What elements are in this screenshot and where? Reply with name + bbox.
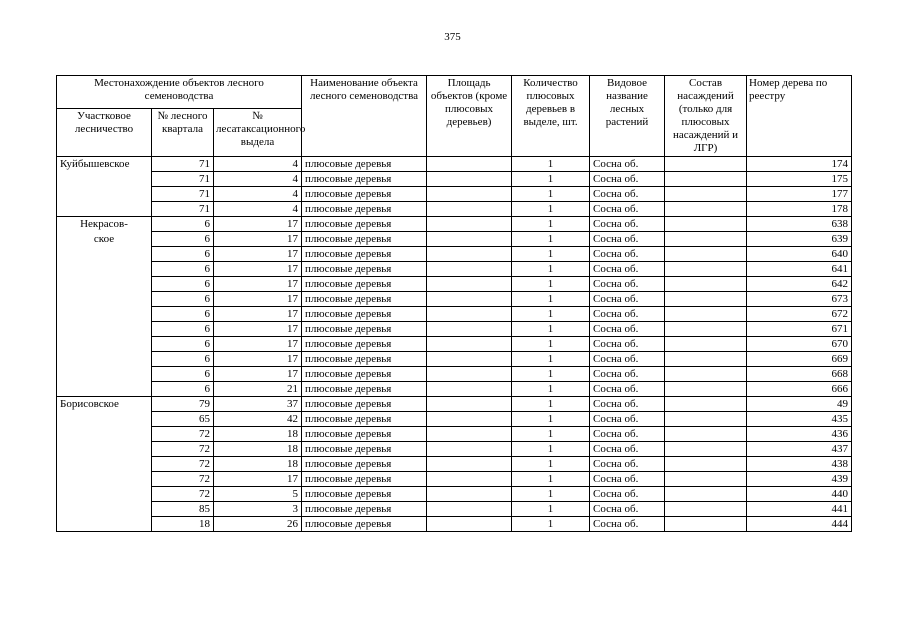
table-row bbox=[57, 262, 852, 277]
species-cell: Сосна об. bbox=[590, 397, 665, 412]
composition-cell bbox=[665, 367, 747, 382]
registry-number-cell: 436 bbox=[747, 427, 852, 442]
area-cell bbox=[427, 412, 512, 427]
registry-number-cell: 672 bbox=[747, 307, 852, 322]
species-cell: Сосна об. bbox=[590, 202, 665, 217]
table-body bbox=[57, 157, 852, 532]
table-row bbox=[57, 187, 852, 202]
area-cell bbox=[427, 187, 512, 202]
species-cell: Сосна об. bbox=[590, 472, 665, 487]
species-cell: Сосна об. bbox=[590, 502, 665, 517]
allotment-number-cell: 37 bbox=[214, 397, 302, 412]
object-name-cell: плюсовые деревья bbox=[302, 472, 427, 487]
composition-cell bbox=[665, 472, 747, 487]
area-cell bbox=[427, 472, 512, 487]
object-name-cell: плюсовые деревья bbox=[302, 427, 427, 442]
registry-number-cell: 642 bbox=[747, 277, 852, 292]
composition-cell bbox=[665, 232, 747, 247]
table-row bbox=[57, 412, 852, 427]
tree-count-cell: 1 bbox=[512, 442, 590, 457]
species-cell: Сосна об. bbox=[590, 172, 665, 187]
area-cell bbox=[427, 382, 512, 397]
composition-cell bbox=[665, 502, 747, 517]
object-name-cell: плюсовые деревья bbox=[302, 262, 427, 277]
registry-number-cell: 638 bbox=[747, 217, 852, 232]
quarter-number-cell: 72 bbox=[152, 442, 214, 457]
composition-cell bbox=[665, 397, 747, 412]
allotment-number-cell: 18 bbox=[214, 427, 302, 442]
header-registry: Номер дерева по реестру bbox=[747, 76, 852, 157]
composition-cell bbox=[665, 202, 747, 217]
table-row bbox=[57, 442, 852, 457]
area-cell bbox=[427, 337, 512, 352]
composition-cell bbox=[665, 337, 747, 352]
composition-cell bbox=[665, 247, 747, 262]
quarter-number-cell: 18 bbox=[152, 517, 214, 532]
table-row bbox=[57, 457, 852, 472]
species-cell: Сосна об. bbox=[590, 337, 665, 352]
quarter-number-cell: 79 bbox=[152, 397, 214, 412]
table-row bbox=[57, 427, 852, 442]
forestry-cell: Некрасов- ское bbox=[57, 217, 152, 397]
object-name-cell: плюсовые деревья bbox=[302, 247, 427, 262]
object-name-cell: плюсовые деревья bbox=[302, 352, 427, 367]
quarter-number-cell: 6 bbox=[152, 217, 214, 232]
tree-count-cell: 1 bbox=[512, 307, 590, 322]
composition-cell bbox=[665, 307, 747, 322]
registry-number-cell: 174 bbox=[747, 157, 852, 172]
registry-number-cell: 670 bbox=[747, 337, 852, 352]
header-object-name: Наименование объекта лесного семеноводства bbox=[302, 76, 427, 157]
registry-number-cell: 440 bbox=[747, 487, 852, 502]
area-cell bbox=[427, 202, 512, 217]
species-cell: Сосна об. bbox=[590, 262, 665, 277]
tree-count-cell: 1 bbox=[512, 517, 590, 532]
object-name-cell: плюсовые деревья bbox=[302, 517, 427, 532]
registry-number-cell: 669 bbox=[747, 352, 852, 367]
header-species: Видовое название лесных растений bbox=[590, 76, 665, 157]
quarter-number-cell: 6 bbox=[152, 367, 214, 382]
species-cell: Сосна об. bbox=[590, 382, 665, 397]
area-cell bbox=[427, 427, 512, 442]
composition-cell bbox=[665, 517, 747, 532]
registry-number-cell: 673 bbox=[747, 292, 852, 307]
registry-number-cell: 437 bbox=[747, 442, 852, 457]
table-row bbox=[57, 217, 852, 232]
allotment-number-cell: 17 bbox=[214, 292, 302, 307]
tree-count-cell: 1 bbox=[512, 457, 590, 472]
forestry-cell: Куйбышевское bbox=[57, 157, 152, 217]
table-row bbox=[57, 172, 852, 187]
allotment-number-cell: 17 bbox=[214, 262, 302, 277]
table-row bbox=[57, 292, 852, 307]
header-allotment: № лесатаксационного выдела bbox=[214, 109, 302, 157]
composition-cell bbox=[665, 352, 747, 367]
object-name-cell: плюсовые деревья bbox=[302, 172, 427, 187]
object-name-cell: плюсовые деревья bbox=[302, 382, 427, 397]
species-cell: Сосна об. bbox=[590, 322, 665, 337]
object-name-cell: плюсовые деревья bbox=[302, 367, 427, 382]
table-row bbox=[57, 382, 852, 397]
object-name-cell: плюсовые деревья bbox=[302, 157, 427, 172]
tree-count-cell: 1 bbox=[512, 217, 590, 232]
object-name-cell: плюсовые деревья bbox=[302, 277, 427, 292]
allotment-number-cell: 4 bbox=[214, 187, 302, 202]
quarter-number-cell: 71 bbox=[152, 157, 214, 172]
composition-cell bbox=[665, 442, 747, 457]
area-cell bbox=[427, 367, 512, 382]
allotment-number-cell: 42 bbox=[214, 412, 302, 427]
tree-count-cell: 1 bbox=[512, 202, 590, 217]
tree-count-cell: 1 bbox=[512, 262, 590, 277]
table-row bbox=[57, 472, 852, 487]
tree-count-cell: 1 bbox=[512, 382, 590, 397]
composition-cell bbox=[665, 277, 747, 292]
table-row bbox=[57, 502, 852, 517]
object-name-cell: плюсовые деревья bbox=[302, 412, 427, 427]
forestry-cell: Борисовское bbox=[57, 397, 152, 532]
registry-number-cell: 671 bbox=[747, 322, 852, 337]
composition-cell bbox=[665, 217, 747, 232]
tree-count-cell: 1 bbox=[512, 352, 590, 367]
header-area: Площадь объектов (кроме плюсовых деревьев) bbox=[427, 76, 512, 157]
object-name-cell: плюсовые деревья bbox=[302, 322, 427, 337]
composition-cell bbox=[665, 487, 747, 502]
object-name-cell: плюсовые деревья bbox=[302, 202, 427, 217]
tree-count-cell: 1 bbox=[512, 232, 590, 247]
allotment-number-cell: 21 bbox=[214, 382, 302, 397]
allotment-number-cell: 17 bbox=[214, 322, 302, 337]
area-cell bbox=[427, 247, 512, 262]
registry-number-cell: 49 bbox=[747, 397, 852, 412]
header-composition: Состав насаждений (только для плюсовых насаждений и ЛГР) bbox=[665, 76, 747, 157]
table-row bbox=[57, 307, 852, 322]
registry-number-cell: 639 bbox=[747, 232, 852, 247]
area-cell bbox=[427, 172, 512, 187]
registry-number-cell: 435 bbox=[747, 412, 852, 427]
quarter-number-cell: 6 bbox=[152, 382, 214, 397]
allotment-number-cell: 18 bbox=[214, 457, 302, 472]
object-name-cell: плюсовые деревья bbox=[302, 487, 427, 502]
composition-cell bbox=[665, 157, 747, 172]
quarter-number-cell: 72 bbox=[152, 457, 214, 472]
registry-number-cell: 178 bbox=[747, 202, 852, 217]
table-row bbox=[57, 367, 852, 382]
composition-cell bbox=[665, 292, 747, 307]
table-row bbox=[57, 397, 852, 412]
species-cell: Сосна об. bbox=[590, 157, 665, 172]
page-number: 375 bbox=[444, 31, 461, 43]
registry-number-cell: 438 bbox=[747, 457, 852, 472]
seed-objects-table bbox=[56, 75, 852, 532]
species-cell: Сосна об. bbox=[590, 517, 665, 532]
species-cell: Сосна об. bbox=[590, 187, 665, 202]
header-quarter: № лесного квартала bbox=[152, 109, 214, 157]
tree-count-cell: 1 bbox=[512, 472, 590, 487]
composition-cell bbox=[665, 322, 747, 337]
area-cell bbox=[427, 502, 512, 517]
tree-count-cell: 1 bbox=[512, 412, 590, 427]
registry-number-cell: 640 bbox=[747, 247, 852, 262]
composition-cell bbox=[665, 262, 747, 277]
species-cell: Сосна об. bbox=[590, 427, 665, 442]
table-row bbox=[57, 277, 852, 292]
quarter-number-cell: 71 bbox=[152, 202, 214, 217]
quarter-number-cell: 6 bbox=[152, 247, 214, 262]
tree-count-cell: 1 bbox=[512, 277, 590, 292]
area-cell bbox=[427, 217, 512, 232]
area-cell bbox=[427, 487, 512, 502]
area-cell bbox=[427, 322, 512, 337]
registry-number-cell: 444 bbox=[747, 517, 852, 532]
quarter-number-cell: 71 bbox=[152, 187, 214, 202]
allotment-number-cell: 17 bbox=[214, 217, 302, 232]
tree-count-cell: 1 bbox=[512, 172, 590, 187]
quarter-number-cell: 6 bbox=[152, 262, 214, 277]
object-name-cell: плюсовые деревья bbox=[302, 457, 427, 472]
area-cell bbox=[427, 232, 512, 247]
quarter-number-cell: 6 bbox=[152, 337, 214, 352]
area-cell bbox=[427, 157, 512, 172]
area-cell bbox=[427, 277, 512, 292]
composition-cell bbox=[665, 382, 747, 397]
registry-number-cell: 441 bbox=[747, 502, 852, 517]
allotment-number-cell: 17 bbox=[214, 472, 302, 487]
area-cell bbox=[427, 352, 512, 367]
species-cell: Сосна об. bbox=[590, 367, 665, 382]
header-count: Количество плюсовых деревьев в выделе, шт. bbox=[512, 76, 590, 157]
table-row bbox=[57, 232, 852, 247]
tree-count-cell: 1 bbox=[512, 397, 590, 412]
composition-cell bbox=[665, 412, 747, 427]
species-cell: Сосна об. bbox=[590, 457, 665, 472]
allotment-number-cell: 17 bbox=[214, 337, 302, 352]
quarter-number-cell: 6 bbox=[152, 352, 214, 367]
object-name-cell: плюсовые деревья bbox=[302, 397, 427, 412]
species-cell: Сосна об. bbox=[590, 442, 665, 457]
table-row bbox=[57, 487, 852, 502]
registry-number-cell: 439 bbox=[747, 472, 852, 487]
registry-number-cell: 668 bbox=[747, 367, 852, 382]
species-cell: Сосна об. bbox=[590, 277, 665, 292]
composition-cell bbox=[665, 457, 747, 472]
registry-number-cell: 666 bbox=[747, 382, 852, 397]
allotment-number-cell: 3 bbox=[214, 502, 302, 517]
quarter-number-cell: 6 bbox=[152, 277, 214, 292]
header-location: Местонахождение объектов лесного семеноводства bbox=[57, 76, 302, 109]
area-cell bbox=[427, 262, 512, 277]
allotment-number-cell: 17 bbox=[214, 247, 302, 262]
object-name-cell: плюсовые деревья bbox=[302, 187, 427, 202]
object-name-cell: плюсовые деревья bbox=[302, 292, 427, 307]
allotment-number-cell: 26 bbox=[214, 517, 302, 532]
quarter-number-cell: 6 bbox=[152, 292, 214, 307]
allotment-number-cell: 4 bbox=[214, 202, 302, 217]
species-cell: Сосна об. bbox=[590, 487, 665, 502]
composition-cell bbox=[665, 172, 747, 187]
table-header bbox=[57, 76, 852, 157]
allotment-number-cell: 4 bbox=[214, 157, 302, 172]
object-name-cell: плюсовые деревья bbox=[302, 217, 427, 232]
tree-count-cell: 1 bbox=[512, 322, 590, 337]
quarter-number-cell: 72 bbox=[152, 487, 214, 502]
allotment-number-cell: 18 bbox=[214, 442, 302, 457]
table-row bbox=[57, 337, 852, 352]
allotment-number-cell: 17 bbox=[214, 307, 302, 322]
area-cell bbox=[427, 307, 512, 322]
allotment-number-cell: 17 bbox=[214, 367, 302, 382]
species-cell: Сосна об. bbox=[590, 307, 665, 322]
tree-count-cell: 1 bbox=[512, 292, 590, 307]
tree-count-cell: 1 bbox=[512, 337, 590, 352]
allotment-number-cell: 17 bbox=[214, 277, 302, 292]
quarter-number-cell: 85 bbox=[152, 502, 214, 517]
table-row bbox=[57, 202, 852, 217]
species-cell: Сосна об. bbox=[590, 232, 665, 247]
quarter-number-cell: 71 bbox=[152, 172, 214, 187]
object-name-cell: плюсовые деревья bbox=[302, 232, 427, 247]
object-name-cell: плюсовые деревья bbox=[302, 502, 427, 517]
allotment-number-cell: 17 bbox=[214, 232, 302, 247]
allotment-number-cell: 4 bbox=[214, 172, 302, 187]
tree-count-cell: 1 bbox=[512, 187, 590, 202]
allotment-number-cell: 17 bbox=[214, 352, 302, 367]
table-row bbox=[57, 157, 852, 172]
area-cell bbox=[427, 442, 512, 457]
table-row bbox=[57, 352, 852, 367]
object-name-cell: плюсовые деревья bbox=[302, 442, 427, 457]
composition-cell bbox=[665, 187, 747, 202]
object-name-cell: плюсовые деревья bbox=[302, 307, 427, 322]
table-row bbox=[57, 517, 852, 532]
species-cell: Сосна об. bbox=[590, 217, 665, 232]
area-cell bbox=[427, 292, 512, 307]
area-cell bbox=[427, 397, 512, 412]
allotment-number-cell: 5 bbox=[214, 487, 302, 502]
species-cell: Сосна об. bbox=[590, 412, 665, 427]
species-cell: Сосна об. bbox=[590, 292, 665, 307]
tree-count-cell: 1 bbox=[512, 247, 590, 262]
quarter-number-cell: 65 bbox=[152, 412, 214, 427]
area-cell bbox=[427, 457, 512, 472]
tree-count-cell: 1 bbox=[512, 502, 590, 517]
species-cell: Сосна об. bbox=[590, 352, 665, 367]
tree-count-cell: 1 bbox=[512, 157, 590, 172]
tree-count-cell: 1 bbox=[512, 367, 590, 382]
header-forestry: Участковое лесничество bbox=[57, 109, 152, 157]
quarter-number-cell: 6 bbox=[152, 322, 214, 337]
table-row bbox=[57, 322, 852, 337]
registry-number-cell: 175 bbox=[747, 172, 852, 187]
quarter-number-cell: 6 bbox=[152, 307, 214, 322]
table-row bbox=[57, 247, 852, 262]
registry-number-cell: 177 bbox=[747, 187, 852, 202]
composition-cell bbox=[665, 427, 747, 442]
registry-number-cell: 641 bbox=[747, 262, 852, 277]
species-cell: Сосна об. bbox=[590, 247, 665, 262]
area-cell bbox=[427, 517, 512, 532]
quarter-number-cell: 6 bbox=[152, 232, 214, 247]
quarter-number-cell: 72 bbox=[152, 427, 214, 442]
quarter-number-cell: 72 bbox=[152, 472, 214, 487]
object-name-cell: плюсовые деревья bbox=[302, 337, 427, 352]
tree-count-cell: 1 bbox=[512, 427, 590, 442]
tree-count-cell: 1 bbox=[512, 487, 590, 502]
